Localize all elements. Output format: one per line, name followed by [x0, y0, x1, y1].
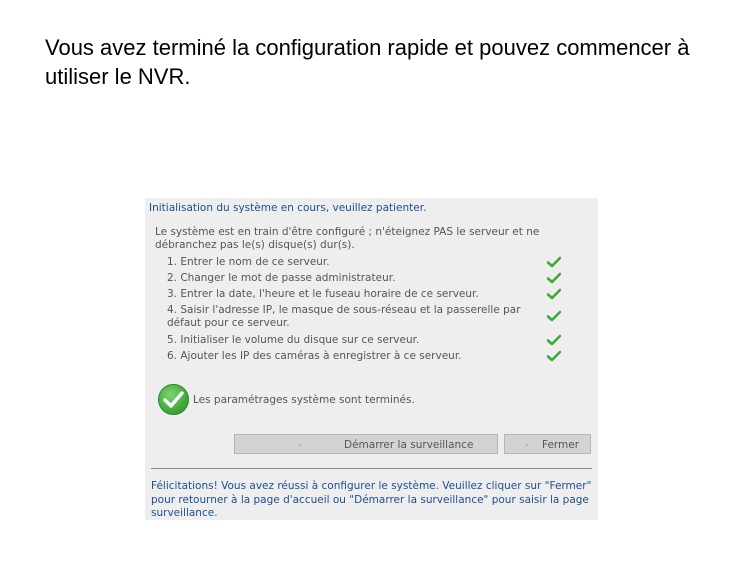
list-item: [167, 334, 587, 350]
list-item: [167, 272, 587, 288]
status-title: Initialisation du système en cours, veuillez patienter.: [149, 202, 427, 214]
list-item: [167, 304, 587, 334]
step-label: 1. Entrer le nom de ce serveur.: [167, 256, 330, 268]
description: Le système est en train d'être configuré ; n'éteignez PAS le serveur et ne débranchez pas le(s) disque(s) dur(s).: [155, 226, 540, 251]
check-icon: [547, 334, 561, 346]
completion-message: Les paramétrages système sont terminés.: [193, 394, 415, 406]
step-label: 3. Entrer la date, l'heure et le fuseau horaire de ce serveur.: [167, 288, 479, 300]
list-item: [167, 288, 587, 304]
check-circle-icon: [158, 384, 189, 415]
intro-text: Vous avez terminé la configuration rapide et pouvez commencer à utiliser le NVR.: [45, 35, 690, 89]
start-surveillance-button[interactable]: [234, 434, 498, 454]
step-label: 2. Changer le mot de passe administrateur.: [167, 272, 396, 284]
step-label: 6. Ajouter les IP des caméras à enregistrer à ce serveur.: [167, 350, 462, 362]
check-icon: [547, 310, 561, 322]
button-dash: -: [298, 439, 302, 451]
check-icon: [547, 256, 561, 268]
list-item: [167, 350, 587, 366]
list-item: [167, 256, 587, 272]
check-icon: [547, 272, 561, 284]
close-label: Fermer: [542, 439, 580, 451]
setup-panel: [145, 198, 598, 520]
divider: [151, 468, 592, 469]
start-surveillance-label: Démarrer la surveillance: [344, 439, 474, 451]
close-button[interactable]: [504, 434, 591, 454]
check-icon: [547, 350, 561, 362]
congratulations-message: Félicitations! Vous avez réussi à configurer le système. Veuillez cliquer sur "Fermer" pour retourner à la page d'accueil ou "Démarrer la surveillance" pour saisir la page surveillance.: [151, 480, 592, 519]
check-icon: [547, 288, 561, 300]
button-dash: -: [525, 439, 529, 451]
step-list: [167, 256, 587, 366]
step-label: 5. Initialiser le volume du disque sur ce serveur.: [167, 334, 420, 346]
step-label: 4. Saisir l'adresse IP, le masque de sous-réseau et la passerelle par défaut pour ce serveur.: [167, 304, 521, 329]
